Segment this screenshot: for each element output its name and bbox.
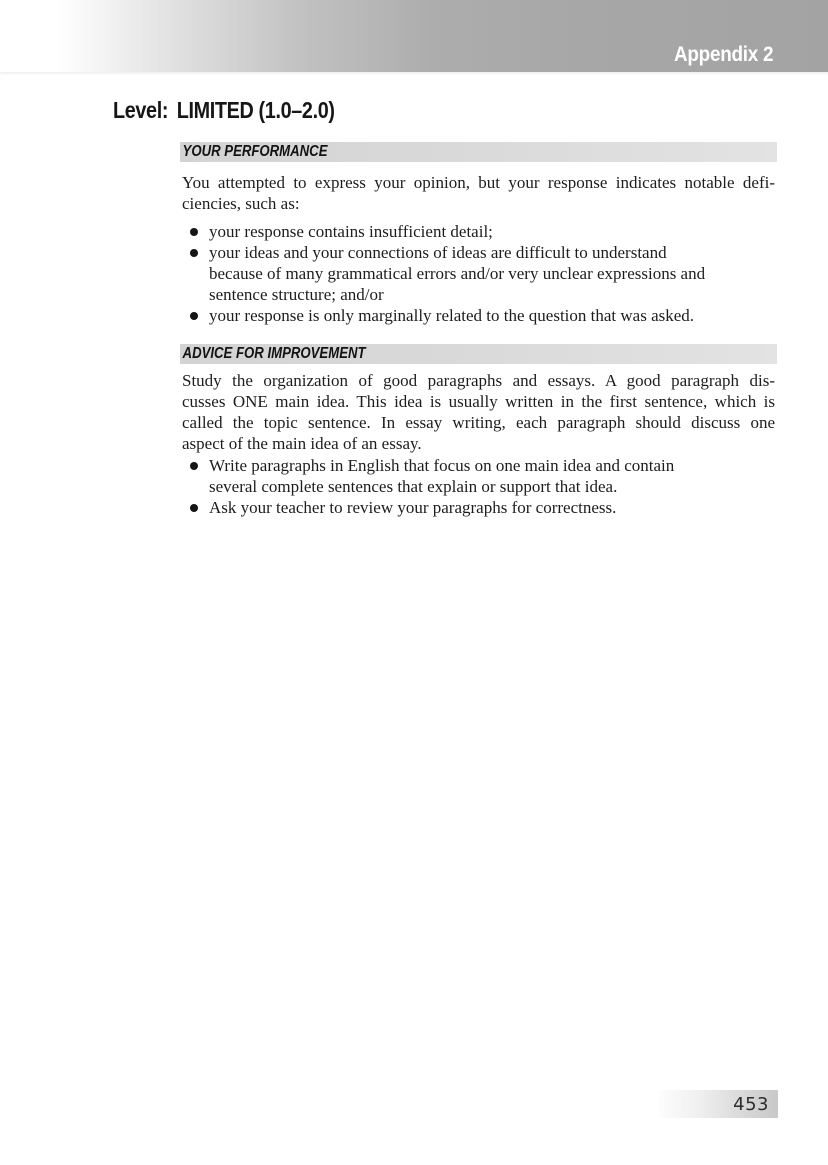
bullet-text: your response contains insufficient detail; — [209, 222, 493, 241]
bullet-text: your ideas and your connections of ideas are difficult to understand — [209, 243, 667, 262]
level-prefix: Level: — [113, 97, 169, 123]
list-item — [182, 305, 775, 326]
list-item — [182, 497, 775, 518]
bullet-text: several complete sentences that explain or support that idea. — [209, 477, 618, 496]
bullet-icon — [190, 228, 198, 236]
performance-bullet-list — [182, 221, 775, 326]
advice-bullet-list — [182, 455, 775, 518]
bullet-icon — [190, 462, 198, 470]
bullet-text: sentence structure; and/or — [209, 285, 384, 304]
level-title: LIMITED (1.0–2.0) — [176, 97, 335, 123]
list-item — [182, 455, 775, 497]
level-heading — [113, 98, 335, 122]
bullet-text: because of many grammatical errors and/or very unclear expressions and — [209, 264, 706, 283]
bullet-text: Write paragraphs in English that focus on one main idea and contain — [209, 456, 675, 475]
list-item — [182, 242, 775, 305]
page-number: 453 — [733, 1093, 769, 1115]
appendix-label: Appendix 2 — [673, 43, 773, 66]
paragraph-line: ciencies, such as: — [182, 194, 300, 213]
paragraph-line: aspect of the main idea of an essay. — [182, 434, 422, 453]
page-number-bar — [659, 1090, 778, 1118]
advice-intro-paragraph — [182, 370, 775, 454]
section-heading-advice-for-improvement: ADVICE FOR IMPROVEMENT — [182, 345, 366, 362]
bullet-icon — [190, 504, 198, 512]
bullet-text: Ask your teacher to review your paragraphs for correctness. — [209, 498, 617, 517]
paragraph-line: cusses ONE main idea. This idea is usually written in the first sentence, which is — [182, 392, 775, 411]
paragraph-line: You attempted to express your opinion, but your response indicates notable defi- — [182, 173, 775, 192]
bullet-icon — [190, 249, 198, 257]
bullet-text: your response is only marginally related to the question that was asked. — [209, 306, 695, 325]
paragraph-line: Study the organization of good paragraphs and essays. A good paragraph dis- — [182, 371, 775, 390]
list-item — [182, 221, 775, 242]
performance-intro-paragraph — [182, 172, 775, 214]
bullet-icon — [190, 312, 198, 320]
appendix-banner — [0, 0, 828, 72]
section-heading-your-performance: YOUR PERFORMANCE — [182, 143, 328, 160]
section-bar-advice-for-improvement — [180, 344, 777, 364]
section-bar-your-performance — [180, 142, 777, 162]
paragraph-line: called the topic sentence. In essay writing, each paragraph should discuss one — [182, 413, 775, 432]
